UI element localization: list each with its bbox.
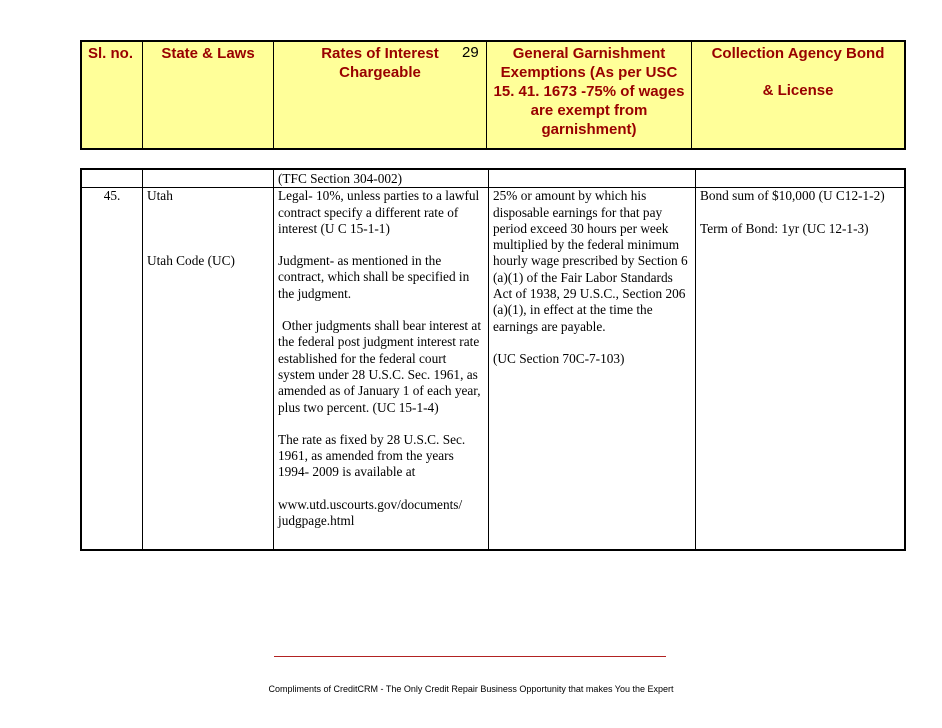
agency-bond: Bond sum of $10,000 (U C12-1-2): [700, 188, 885, 204]
content-table: [80, 168, 906, 551]
rates-url: www.utd.uscourts.gov/documents/ judgpage.html: [278, 496, 463, 529]
rates-fixed: The rate as fixed by 28 U.S.C. Sec. 1961, as amended from the years 1994- 2009 is available at: [278, 431, 466, 480]
header-table: [80, 40, 906, 150]
entry-garnishment-cell: [489, 188, 696, 551]
rates-judgment: Judgment- as mentioned in the contract, which shall be specified in the judgment.: [278, 253, 470, 301]
entry-rates-cell: [274, 188, 489, 551]
header-agency-sub: & License: [762, 82, 834, 99]
table-row: [81, 188, 905, 551]
header-agency-title: Collection Agency Bond: [711, 45, 885, 62]
rates-other-judgments: Other judgments shall bear interest at the federal post judgment interest rate established for the federal court system under 28 U.S.C. Sec. 1961, as amended as of January 1 of each year, plus two percent. (UC 15-1-4): [278, 318, 482, 415]
header-rates: [274, 41, 487, 149]
garnishment-text: 25% or amount by which his disposable earnings for that pay period exceed 30 hours per week multiplied by the federal minimum hourly wage prescribed by Section 6 (a)(1) of the Fair Labor Standards Act of 1938, 29 U.S.C., Section 206 (a)(1), in effect at the time the earnings are payable.: [493, 188, 688, 334]
footer-text: Compliments of CreditCRM - The Only Credit Repair Business Opportunity that makes You the Expert: [268, 684, 674, 694]
header-garnishment: General Garnishment Exemptions (As per USC 15. 41. 1673 -75% of wages are exempt from garnishment): [487, 41, 692, 149]
header-agency: [692, 41, 906, 149]
entry-code: Utah Code (UC): [147, 252, 235, 268]
header-state-laws: State & Laws: [143, 41, 274, 149]
entry-state: Utah: [147, 188, 173, 204]
header-rates-label: Rates of Interest Chargeable: [321, 45, 439, 81]
page-number: 29: [462, 44, 479, 61]
agency-term: Term of Bond: 1yr (UC 12-1-3): [700, 220, 869, 236]
rates-legal: Legal- 10%, unless parties to a lawful contract specify a different rate of interest (U C 15-1-1): [278, 188, 480, 236]
entry-agency-cell: [696, 188, 906, 551]
garnishment-section: (UC Section 70C-7-103): [493, 350, 625, 366]
entry-state-cell: [143, 188, 274, 551]
rates-continuation: (TFC Section 304-002): [274, 169, 489, 188]
footer-divider: [274, 656, 666, 657]
entry-number: 45.: [81, 188, 143, 551]
table-row: [81, 169, 905, 188]
header-sl-no: Sl. no.: [81, 41, 143, 149]
